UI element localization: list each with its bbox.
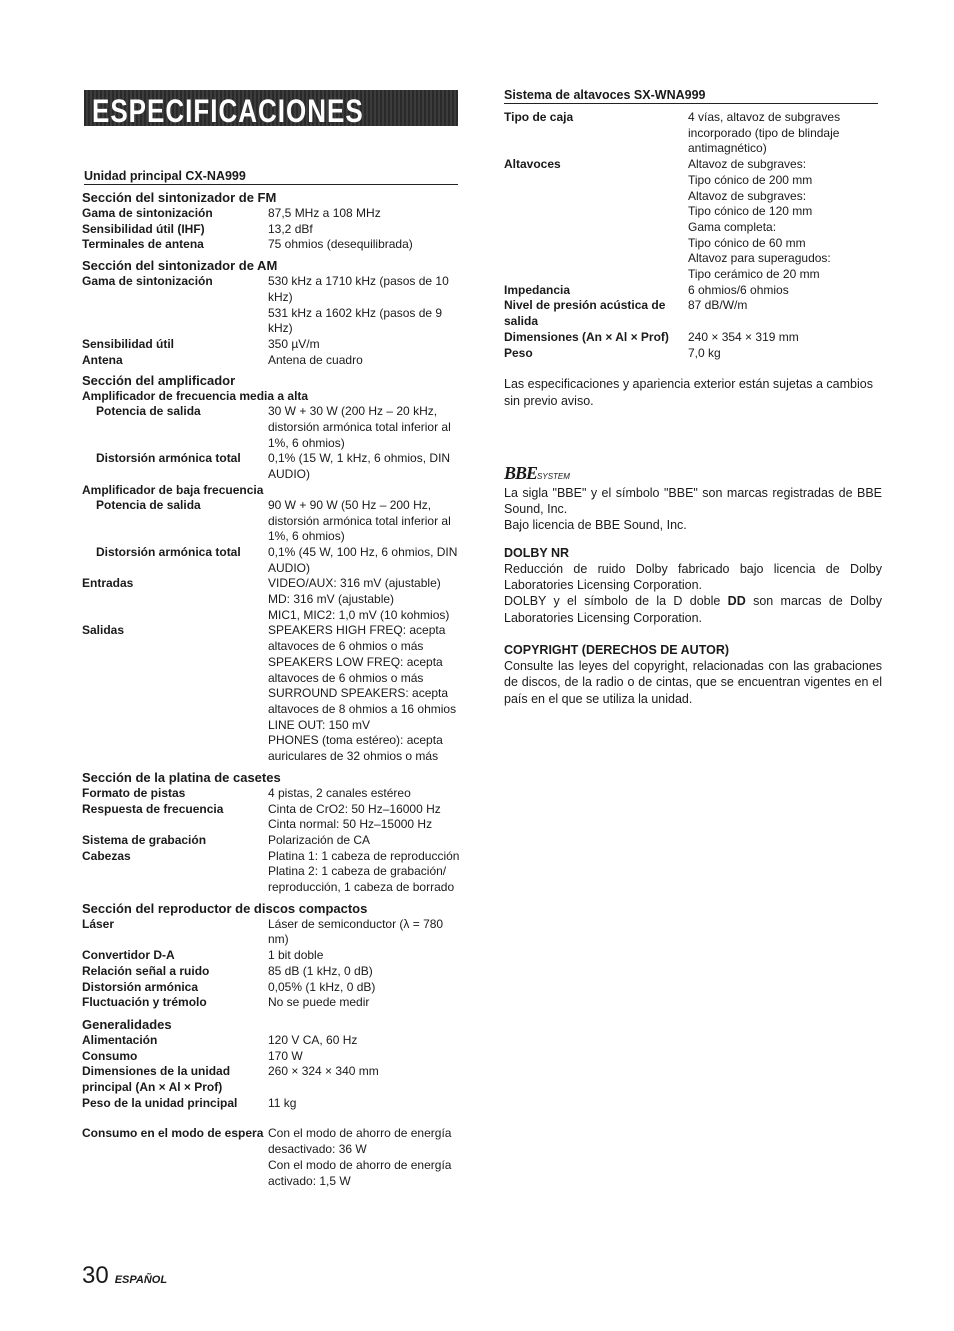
- bbe-logo-sub: SYSTEM: [537, 471, 570, 481]
- spec-value: [268, 1064, 460, 1095]
- amp-heading: Sección del amplificador: [82, 373, 236, 389]
- spec-row: [82, 451, 462, 482]
- dolby-dd-icon: DD: [727, 594, 746, 609]
- spec-row: [82, 917, 462, 948]
- spec-value-line: 260 × 324 × 340 mm: [268, 1064, 379, 1079]
- spec-row: [82, 948, 462, 964]
- spec-value-line: PHONES (toma estéreo): acepta auriculares de 32 ohmios o más: [268, 733, 443, 764]
- spec-value: [268, 833, 460, 849]
- spec-note: Las especificaciones y apariencia exterior están sujetas a cambios sin previo aviso.: [504, 377, 873, 408]
- spec-value: [688, 283, 880, 299]
- spec-label: Alimentación: [82, 1032, 158, 1047]
- spec-row: [82, 206, 462, 222]
- dolby-heading: DOLBY NR: [504, 545, 570, 560]
- spec-value: [268, 964, 460, 980]
- spec-label: Entradas: [82, 576, 134, 591]
- amp-io-rows: [82, 576, 462, 764]
- spec-row: [504, 110, 884, 157]
- spec-row: [82, 498, 462, 545]
- amp-low-rows: [82, 498, 462, 577]
- spec-value-line: SURROUND SPEAKERS: acepta altavoces de 8 ohmios a 16 ohmios: [268, 686, 457, 716]
- spec-value: [268, 237, 460, 253]
- spec-value: [268, 206, 460, 222]
- amp-section: [82, 373, 462, 764]
- spec-label: Terminales de antena: [82, 237, 204, 252]
- spec-value-line: 1 bit doble: [268, 948, 324, 963]
- spec-row: [504, 346, 884, 362]
- spec-label: Fluctuación y trémolo: [82, 995, 207, 1010]
- spec-label: Antena: [82, 352, 123, 367]
- spec-value-line: 85 dB (1 kHz, 0 dB): [268, 963, 373, 978]
- spec-value: [268, 274, 460, 337]
- am-rows: [82, 274, 462, 368]
- spec-value-line: Platina 1: 1 cabeza de reproducción: [268, 848, 460, 863]
- general-heading: Generalidades: [82, 1016, 172, 1032]
- page-title-banner: [84, 90, 458, 130]
- tape-section: [82, 770, 462, 896]
- spec-value-line: Láser de semiconductor (λ = 780 nm): [268, 916, 444, 947]
- spec-label: Distorsión armónica total: [96, 544, 241, 559]
- spec-value: [688, 110, 880, 157]
- spec-label: Láser: [82, 916, 115, 931]
- spec-label: Sistema de grabación: [82, 832, 207, 847]
- spec-label: Potencia de salida: [96, 497, 201, 512]
- spec-row: [504, 283, 884, 299]
- spec-value: [688, 330, 880, 346]
- dolby-text-2b: son marcas de Dolby Laboratories Licensing Corporation.: [504, 594, 882, 625]
- speakers-title: Sistema de altavoces SX-WNA999: [504, 88, 878, 104]
- fm-section: [82, 190, 462, 253]
- spec-value: [268, 948, 460, 964]
- spec-value-line: Tipo cerámico de 20 mm: [688, 267, 820, 282]
- spec-label: Distorsión armónica: [82, 979, 199, 994]
- spec-label: Sensibilidad útil (IHF): [82, 221, 205, 236]
- spec-label: Sensibilidad útil: [82, 336, 175, 351]
- spec-value-line: 6 ohmios/6 ohmios: [688, 282, 789, 297]
- spec-value-line: Platina 2: 1 cabeza de grabación/ reproducción, 1 cabeza de borrado: [268, 864, 455, 895]
- spec-label: Dimensiones (An × Al × Prof): [504, 329, 669, 344]
- spec-value-line: 530 kHz a 1710 kHz (pasos de 10 kHz): [268, 274, 449, 304]
- fm-rows: [82, 206, 462, 253]
- spec-value: [268, 980, 460, 996]
- spec-value-line: Gama completa:: [688, 219, 777, 234]
- spec-value: [268, 576, 460, 623]
- spec-value: [268, 1126, 460, 1189]
- spec-value-line: Con el modo de ahorro de energía activado: 1,5 W: [268, 1157, 452, 1188]
- spec-value: [268, 404, 460, 451]
- spec-label: Altavoces: [504, 157, 561, 172]
- spec-label: Peso de la unidad principal: [82, 1095, 238, 1110]
- speakers-rows: [504, 110, 884, 361]
- spec-value-line: 120 V CA, 60 Hz: [268, 1032, 358, 1047]
- spec-value: [268, 995, 460, 1011]
- spec-row: [82, 802, 462, 833]
- spec-value-line: SPEAKERS HIGH FREQ: acepta altavoces de 6 ohmios o más: [268, 623, 446, 654]
- spec-value-line: Altavoz de subgraves:: [688, 188, 807, 203]
- unit-title: Unidad principal CX-NA999: [84, 169, 458, 185]
- spec-label: Nivel de presión acústica de salida: [504, 298, 666, 329]
- spec-row: [82, 545, 462, 576]
- spec-value-line: Altavoz de subgraves:: [688, 157, 807, 172]
- spec-value-line: Antena de cuadro: [268, 352, 363, 367]
- am-heading: Sección del sintonizador de AM: [82, 258, 278, 274]
- dolby-text-2a: DOLBY y el símbolo de la D doble: [504, 594, 721, 609]
- tape-heading: Sección de la platina de casetes: [82, 769, 281, 785]
- spec-label: Distorsión armónica total: [96, 451, 241, 466]
- spec-value-line: VIDEO/AUX: 316 mV (ajustable): [268, 576, 441, 591]
- spec-value: [268, 802, 460, 833]
- amp-mid-label: Amplificador de frecuencia media a alta: [82, 389, 309, 404]
- spec-value-line: 240 × 354 × 319 mm: [688, 329, 799, 344]
- spec-value: [268, 849, 460, 896]
- spec-row: [82, 849, 462, 896]
- spec-row: [82, 353, 462, 369]
- cd-heading: Sección del reproductor de discos compactos: [82, 900, 368, 916]
- spec-value-line: Cinta normal: 50 Hz–15000 Hz: [268, 817, 433, 832]
- spec-value-line: 11 kg: [268, 1095, 297, 1110]
- spec-row: [82, 222, 462, 238]
- spec-value-line: 170 W: [268, 1048, 303, 1063]
- amp-low-label: Amplificador de baja frecuencia: [82, 482, 264, 497]
- spec-value-line: 87 dB/W/m: [688, 298, 748, 313]
- spec-value-line: Cinta de CrO2: 50 Hz–16000 Hz: [268, 801, 441, 816]
- spec-value-line: 30 W + 30 W (200 Hz – 20 kHz, distorsión armónica total inferior al 1%, 6 ohmios): [268, 404, 451, 450]
- tape-rows: [82, 786, 462, 896]
- spec-value-line: 87,5 MHz a 108 MHz: [268, 206, 381, 220]
- dolby-text-1: Reducción de ruido Dolby fabricado bajo licencia de Dolby Laboratories Licensing Corporation.: [504, 561, 882, 593]
- spec-row: [82, 1064, 462, 1095]
- spec-row: [82, 786, 462, 802]
- copyright-heading: COPYRIGHT (DERECHOS DE AUTOR): [504, 642, 730, 657]
- general-rows: [82, 1033, 462, 1112]
- spec-value: [268, 786, 460, 802]
- spec-label: Relación señal a ruido: [82, 963, 210, 978]
- general-section: [82, 1017, 462, 1189]
- spec-value-line: 0,05% (1 kHz, 0 dB): [268, 979, 376, 994]
- spec-label: Respuesta de frecuencia: [82, 801, 224, 816]
- spec-label: Consumo: [82, 1048, 138, 1063]
- spec-value-line: 7,0 kg: [688, 345, 721, 360]
- spec-value: [268, 1049, 460, 1065]
- spec-value-line: 531 kHz a 1602 kHz (pasos de 9 kHz): [268, 305, 443, 336]
- spec-row: [82, 337, 462, 353]
- am-section: [82, 258, 462, 368]
- spec-label: Convertidor D-A: [82, 948, 175, 963]
- spec-row: [82, 1033, 462, 1049]
- spec-row: [82, 576, 462, 623]
- spec-value: [268, 222, 460, 238]
- standby-row: [82, 1126, 462, 1189]
- spec-row: [82, 623, 462, 764]
- spec-label: Tipo de caja: [504, 110, 574, 124]
- amp-mid-rows: [82, 404, 462, 483]
- copyright-text: Consulte las leyes del copyright, relacionadas con las grabaciones de discos, de la radio o de cintas, que se encuentran vigentes en el país en el que se utiliza la unidad.: [504, 658, 882, 706]
- spec-row: [82, 404, 462, 451]
- spec-value-line: 0,1% (45 W, 100 Hz, 6 ohmios, DIN AUDIO): [268, 544, 458, 575]
- spec-value-line: LINE OUT: 150 mV: [268, 717, 371, 732]
- spec-value: [268, 545, 460, 576]
- spec-value-line: 75 ohmios (desequilibrada): [268, 237, 413, 252]
- spec-value: [268, 451, 460, 482]
- spec-value-line: Con el modo de ahorro de energía desactivado: 36 W: [268, 1126, 452, 1157]
- spec-row: [504, 330, 884, 346]
- spec-value-line: 350 µV/m: [268, 336, 320, 351]
- spec-value-line: MD: 316 mV (ajustable): [268, 592, 395, 607]
- spec-value-line: 0,1% (15 W, 1 kHz, 6 ohmios, DIN AUDIO): [268, 451, 451, 482]
- bbe-text-2: Bajo licencia de BBE Sound, Inc.: [504, 518, 687, 533]
- spec-label: Salidas: [82, 623, 125, 638]
- page-footer: [82, 1262, 167, 1290]
- spec-value-line: Tipo cónico de 60 mm: [688, 235, 806, 250]
- spec-row: [82, 1049, 462, 1065]
- bbe-logo-mark: BBE: [504, 462, 538, 483]
- footer-language: ESPAÑOL: [114, 1274, 168, 1286]
- spec-value: [688, 298, 880, 329]
- page-title: ESPECIFICACIONES: [92, 92, 364, 130]
- spec-row: [82, 274, 462, 337]
- spec-label: Dimensiones de la unidad principal (An × Al × Prof): [82, 1064, 231, 1095]
- spec-value-line: MIC1, MIC2: 1,0 mV (10 kohmios): [268, 607, 450, 622]
- spec-value-line: Tipo cónico de 120 mm: [688, 204, 813, 219]
- fm-heading: Sección del sintonizador de FM: [82, 190, 277, 205]
- spec-value: [688, 346, 880, 362]
- cd-rows: [82, 917, 462, 1011]
- spec-label: Potencia de salida: [96, 404, 201, 419]
- spec-value-line: Polarización de CA: [268, 832, 371, 847]
- spec-value: [688, 157, 880, 283]
- spec-row: [504, 157, 884, 283]
- dolby-text-2: [504, 593, 882, 626]
- spec-label: Formato de pistas: [82, 785, 186, 800]
- spec-value: [268, 1096, 460, 1112]
- spec-label: Gama de sintonización: [82, 274, 213, 289]
- spec-value-line: No se puede medir: [268, 995, 370, 1010]
- spec-label: Impedancia: [504, 282, 571, 297]
- spec-value-line: Tipo cónico de 200 mm: [688, 172, 813, 187]
- spec-row: [82, 1096, 462, 1112]
- spec-row: [82, 995, 462, 1011]
- spec-label: Cabezas: [82, 848, 131, 863]
- bbe-text-1: La sigla "BBE" y el símbolo "BBE" son marcas registradas de BBE Sound, Inc.: [504, 485, 882, 517]
- spec-value-line: 90 W + 90 W (50 Hz – 200 Hz, distorsión armónica total inferior al 1%, 6 ohmios): [268, 497, 451, 544]
- spec-value: [268, 623, 460, 764]
- left-column: [82, 190, 462, 1189]
- spec-value-line: 13,2 dBf: [268, 221, 313, 236]
- spec-value-line: 4 pistas, 2 canales estéreo: [268, 785, 411, 800]
- cd-section: [82, 901, 462, 1011]
- spec-value-line: SPEAKERS LOW FREQ: acepta altavoces de 6 ohmios o más: [268, 654, 443, 685]
- spec-value: [268, 917, 460, 948]
- spec-row: [82, 237, 462, 253]
- spec-label: Consumo en el modo de espera: [82, 1126, 264, 1141]
- spec-label: Gama de sintonización: [82, 206, 213, 220]
- spec-value: [268, 1033, 460, 1049]
- spec-label: Peso: [504, 345, 533, 360]
- bbe-logo: [504, 462, 884, 485]
- spec-value: [268, 337, 460, 353]
- spec-row: [82, 980, 462, 996]
- page-number: 30: [82, 1262, 109, 1289]
- spec-value-line: 4 vías, altavoz de subgraves incorporado (tipo de blindaje antimagnético): [688, 110, 841, 156]
- spec-value: [268, 353, 460, 369]
- spec-row: [504, 298, 884, 329]
- spec-row: [82, 964, 462, 980]
- spec-row: [82, 833, 462, 849]
- spec-value-line: Altavoz para superagudos:: [688, 251, 831, 266]
- spec-value: [268, 498, 460, 545]
- right-column: [504, 88, 884, 707]
